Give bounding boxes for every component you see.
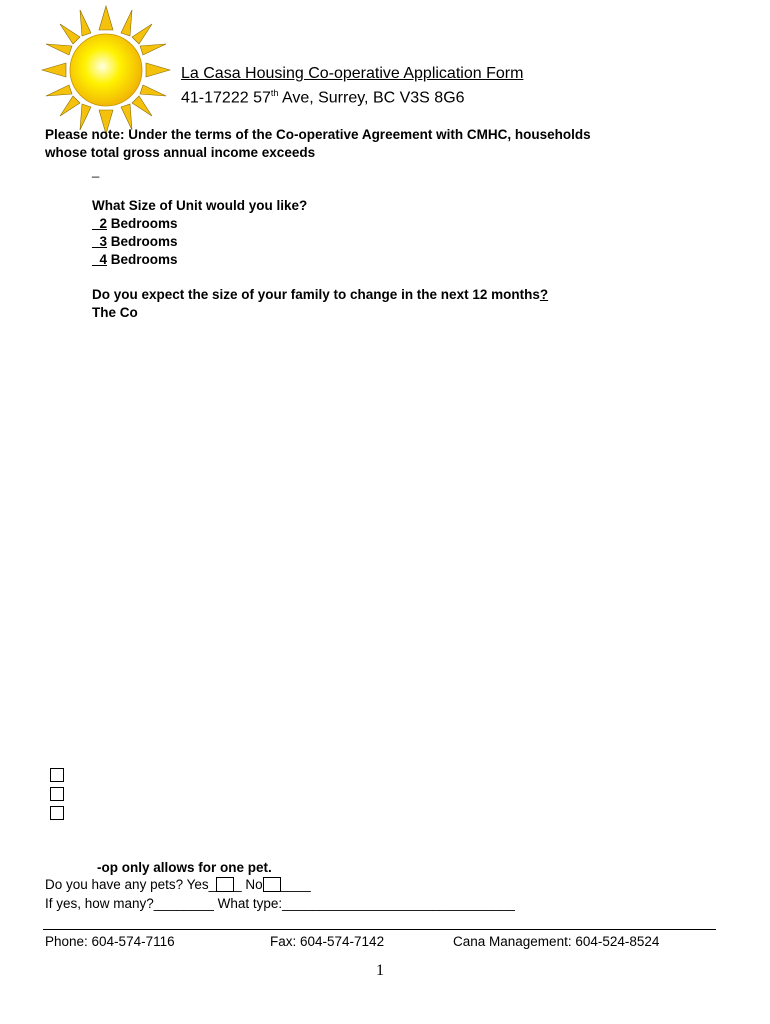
blank-line: _ bbox=[92, 163, 100, 178]
checkbox-2[interactable] bbox=[50, 787, 64, 801]
pets-no-blank: ____ bbox=[280, 877, 311, 892]
pets-no-label: _ No bbox=[234, 877, 263, 892]
address-suffix: th bbox=[270, 88, 279, 98]
pet-policy: -op only allows for one pet. bbox=[97, 860, 272, 875]
option-mark: _4 bbox=[92, 252, 108, 267]
option-2-bedrooms[interactable] bbox=[92, 216, 178, 231]
option-label: Bedrooms bbox=[107, 252, 178, 267]
sun-logo bbox=[40, 4, 172, 136]
form-title: La Casa Housing Co-operative Application Form bbox=[181, 65, 524, 82]
notice-line-1: Please note: Under the terms of the Co-operative Agreement with CMHC, households bbox=[45, 127, 591, 142]
footer-management: Cana Management: 604-524-8524 bbox=[453, 934, 660, 949]
footer-fax: Fax: 604-574-7142 bbox=[270, 934, 385, 949]
option-label: Bedrooms bbox=[107, 234, 178, 249]
family-question-text: Do you expect the size of your family to change in the next 12 months bbox=[92, 287, 540, 302]
address-number: 41-17222 57 bbox=[181, 89, 271, 107]
pets-yes-checkbox[interactable] bbox=[216, 877, 234, 892]
pets-question-label: Do you have any pets? Yes_ bbox=[45, 877, 217, 892]
coop-address bbox=[181, 88, 465, 107]
page-number: 1 bbox=[376, 962, 384, 979]
family-size-question bbox=[92, 287, 548, 302]
checkbox-3[interactable] bbox=[50, 806, 64, 820]
pets-question bbox=[45, 877, 311, 892]
option-label: Bedrooms bbox=[107, 216, 178, 231]
footer-divider bbox=[43, 929, 716, 930]
footer-phone: Phone: 604-574-7116 bbox=[45, 934, 175, 949]
address-street: Ave, Surrey, BC V3S 8G6 bbox=[278, 89, 465, 107]
option-4-bedrooms[interactable] bbox=[92, 252, 178, 267]
family-question-mark: ? bbox=[539, 287, 549, 302]
pets-how-many-field[interactable]: If yes, how many?________ What type:_______________________________ bbox=[45, 896, 515, 911]
notice-line-2: whose total gross annual income exceeds bbox=[45, 145, 316, 160]
checkbox-1[interactable] bbox=[50, 768, 64, 782]
option-mark: _2 bbox=[92, 216, 108, 231]
coop-fragment: The Co bbox=[92, 305, 138, 320]
option-mark: _3 bbox=[92, 234, 108, 249]
option-3-bedrooms[interactable] bbox=[92, 234, 178, 249]
pets-no-checkbox[interactable] bbox=[263, 877, 281, 892]
unit-size-question: What Size of Unit would you like? bbox=[92, 198, 308, 213]
